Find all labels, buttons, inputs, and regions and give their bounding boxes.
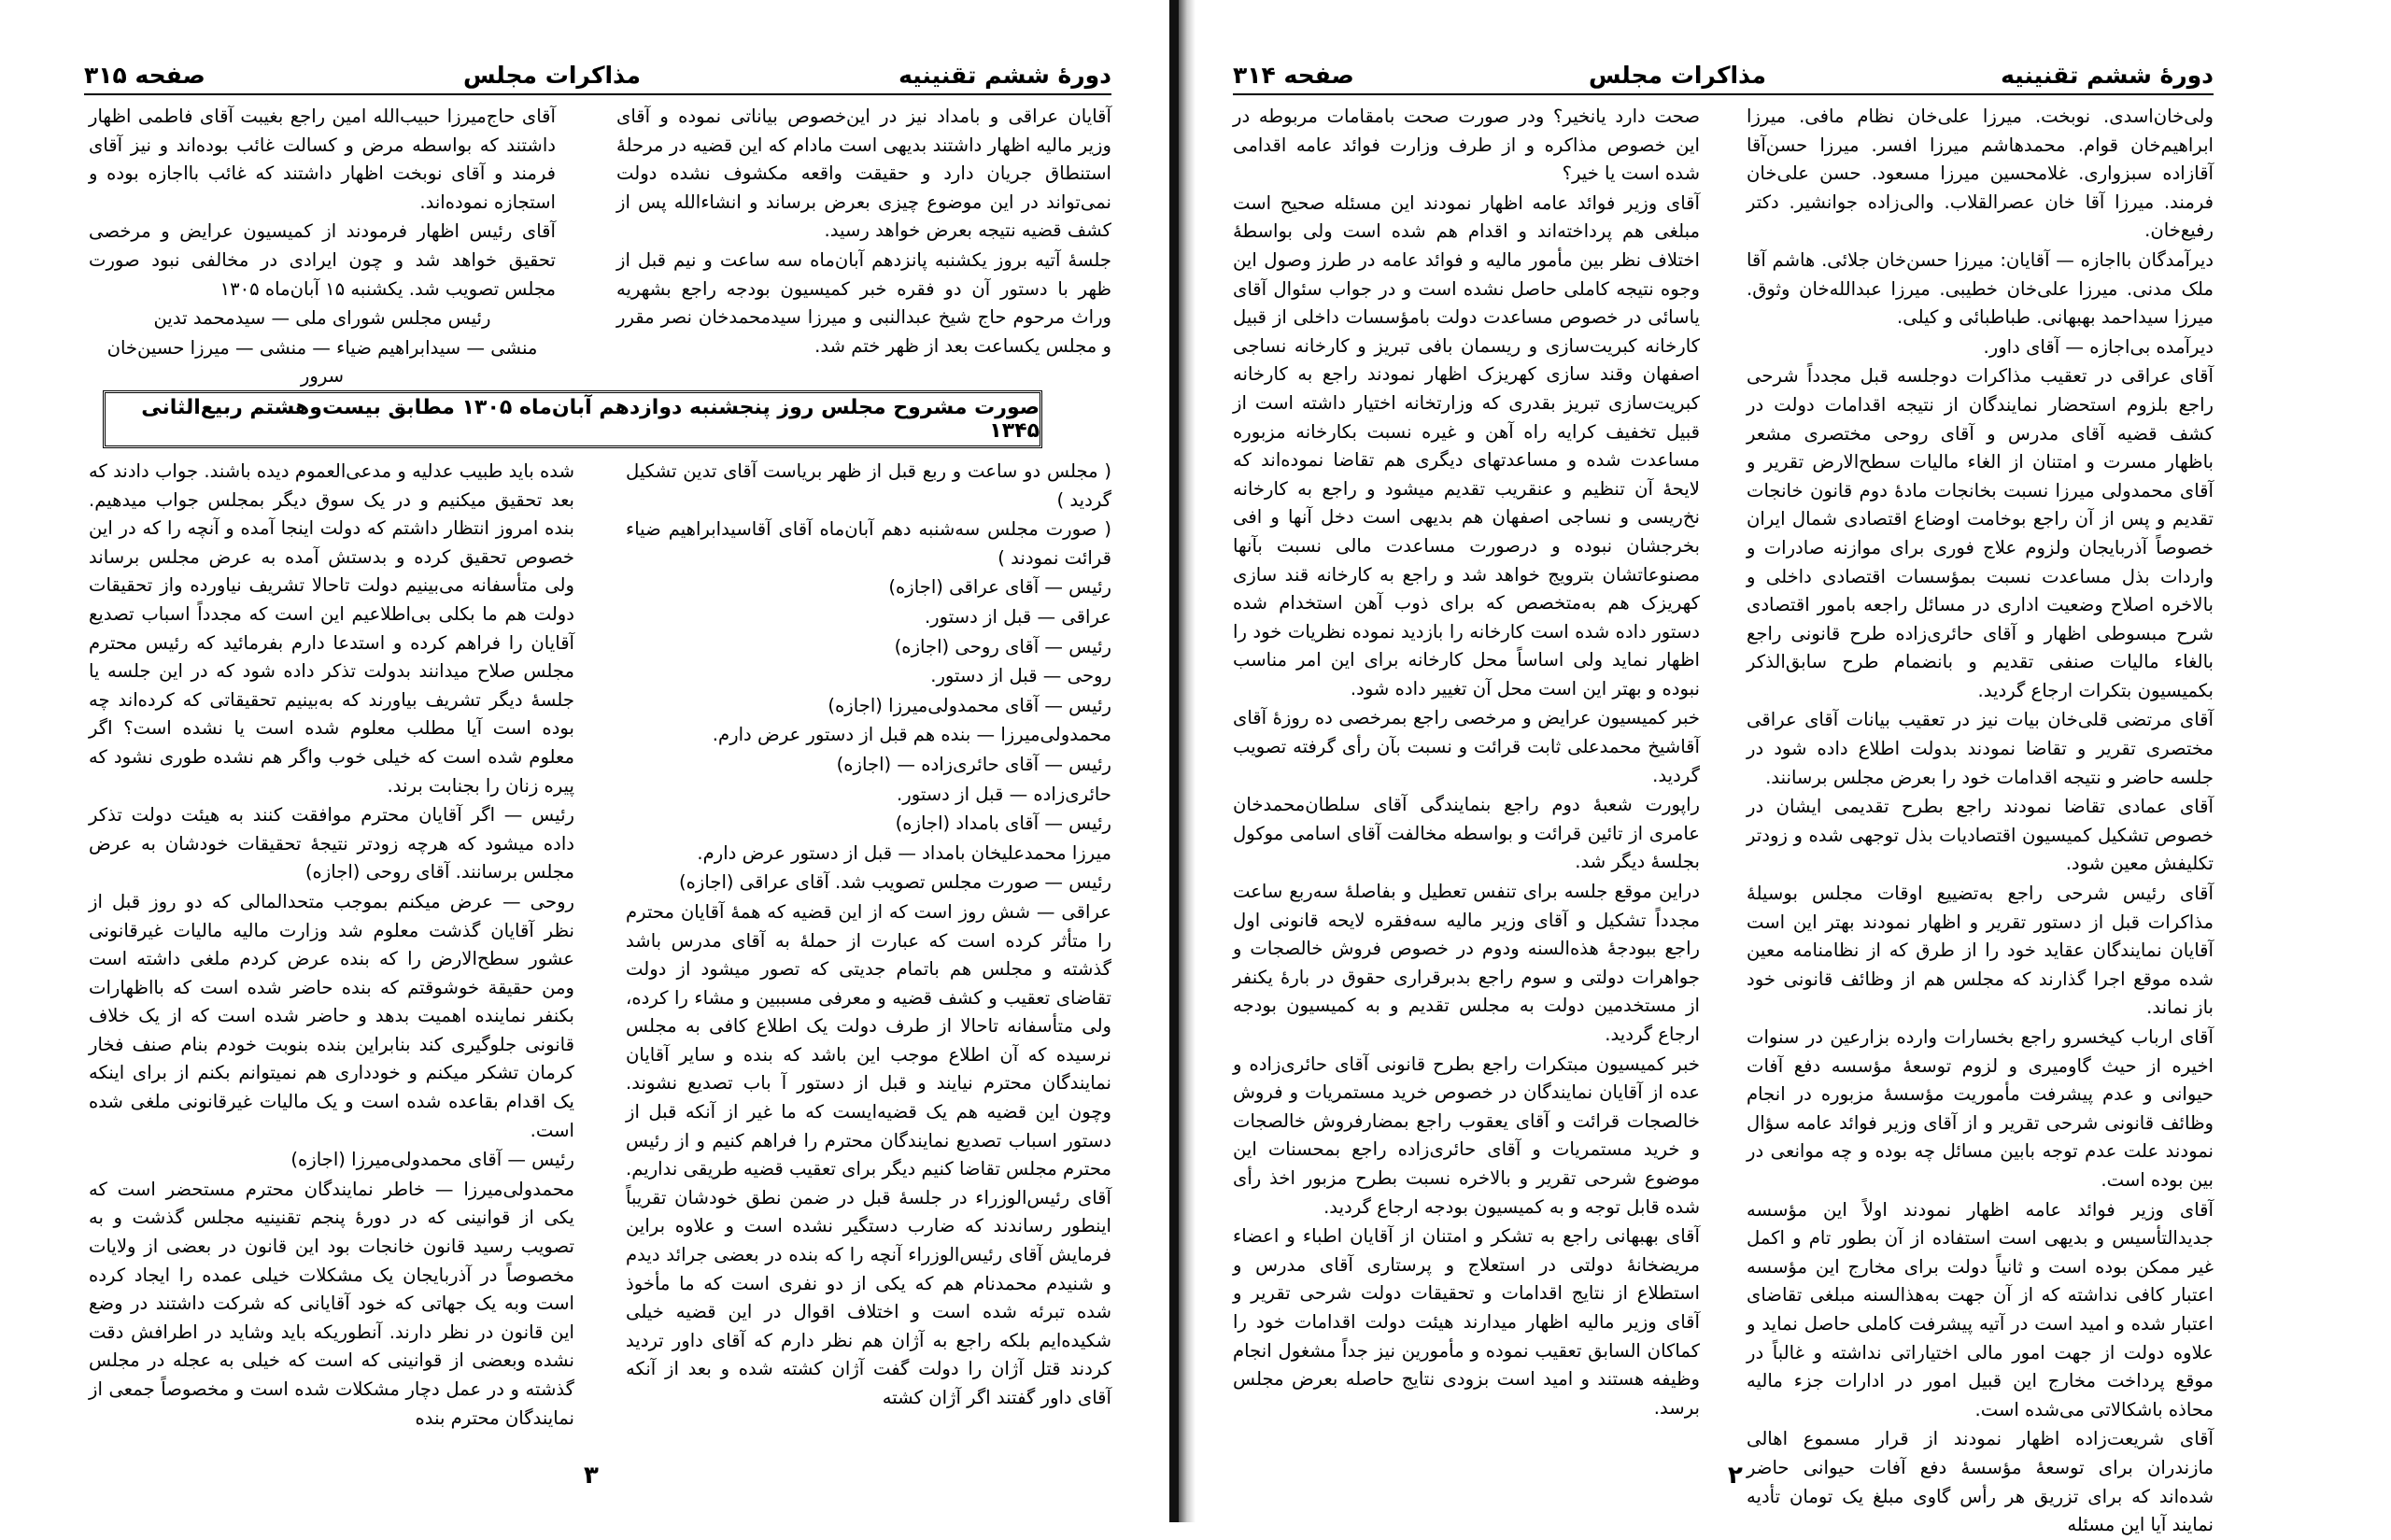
- paragraph: صحت دارد یانخیر؟ ودر صورت صحت بامقامات مربوطه در این خصوص مذاکره و از طرف وزارت فوائد عامه اقدامی شده است یا خیر؟: [1233, 106, 1700, 185]
- paragraph: رئیس — آقای محمدولی‌میرزا (اجازه): [290, 1149, 574, 1171]
- left-header-center: مذاکرات مجلس: [462, 61, 641, 89]
- left-bottom-right-column: [626, 458, 1111, 1448]
- paragraph: عراقی — قبل از دستور.: [924, 605, 1111, 628]
- left-bottom-left-column: [89, 458, 574, 1448]
- signature-line: منشی — سیدابراهیم ضیاء — منشی — میرزا حسین‌خان سرور: [106, 336, 538, 388]
- signature-line: رئیس مجلس شورای ملی — سیدمحمد تدین: [153, 307, 491, 330]
- paragraph: رئیس — آقای روحی (اجازه): [894, 635, 1111, 657]
- right-page-left-column: [1233, 103, 1700, 1457]
- left-header-page: صفحه ۳۱۵: [84, 61, 205, 89]
- paragraph: رئیس — آقای حائری‌زاده — (اجازه): [836, 753, 1111, 775]
- left-page: [0, 0, 1167, 1522]
- paragraph: آقای رئیس اظهار فرمودند از کمیسیون عرایض و مرخصی تحقیق خواهد شد و چون ایرادی در مخالفی نبود صورت مجلس تصویب شد. یکشنبه ۱۵ آبان‌ماه ۱۳۰۵: [89, 220, 556, 300]
- right-header-rule: [1233, 93, 2214, 95]
- paragraph: رئیس — آقای محمدولی‌میرزا (اجازه): [828, 694, 1111, 716]
- paragraph: آقای حاج‌میرزا حبیب‌الله امین راجع بغیبت آقای فاطمی اظهار داشتند که بواسطه مرض و کسالت غائب بوده‌اند و نیز آقای فرمند و آقای نوبخت اظهار داشتند که غائب بااجازه بوده و استجازه نموده‌اند.: [89, 106, 556, 213]
- right-header-page: صفحه ۳۱۴: [1233, 61, 1354, 89]
- paragraph: محمدولی‌میرزا — خاطر نمایندگان محترم مستحضر است که یکی از قوانینی که در دورهٔ پنجم تقنینیه مجلس گذشت و به تصویب رسید قانون خانجات بود این قانون در بعضی از ولایات مخصوصاً در آذربایجان یک مشکلات خیلی عمده را ایجاد کرده است وبه یک جهاتی که خود آقایانی که شرکت داشتند در وضع این قانون در نظر دارند. آنطوریکه باید وشاید در اطرافش دقت نشده وبعضی از قوانینی که است که خیلی به عجله در مجلس گذشته و در عمل دچار مشکلات شده است و مخصوصاً جمعی از نمایندگان محترم بنده: [89, 1178, 574, 1429]
- paragraph: ( صورت مجلس سه‌شنبه دهم آبان‌ماه آقای آقاسیدابراهیم ضیاء قرائت نمودند ): [626, 518, 1111, 569]
- paragraph: آقای رئیس شرحی راجع به‌تضییع اوقات مجلس بوسیلهٔ مذاکرات قبل از دستور تقریر و اظهار نمودند بهتر این است آقایان نمایندگان عقاید خود را از طرق که از نظامنامه معین شده موقع اجرا گذارند که مجلس هم از وظائف قانونی خود باز نماند.: [1747, 883, 2214, 1019]
- paragraph: عراقی — شش روز است که از این قضیه که همهٔ آقایان محترم را متأثر کرده است که عبارت از حملهٔ به آقای مدرس باشد گذشته و مجلس هم باتمام جدیتی که تصور میشود از دولت تقاضای تعقیب و کشف قضیه و معرفی مسببین و مشاء را کرده، ولی متأسفانه تاحالا از طرف دولت یک اطلاع کافی به مجلس نرسیده که آن اطلاع موجب این باشد که بنده و سایر آقایان نمایندگان محترم نیایند و قبل از دستور آ باب تصدیع نشوند. وچون این قضیه هم یک قضیه‌ایست که ما غیر از آنکه قبل از دستور اسباب تصدیع نمایندگان محترم را فراهم کنیم و از رئیس محترم مجلس تقاضا کنیم دیگر برای تعقیب قضیه طریقی نداریم. آقای رئیس‌الوزراء در جلسهٔ قبل در ضمن نطق خودشان تقریباً اینطور رساندند که ضارب دستگیر نشده است و علاوه براین فرمایش آقای رئیس‌الوزراء آنچه را که بنده در بعضی جرائد دیدم و شنیدم محمدنام هم که یکی از دو نفری است که ما مأخوذ شده تبرئه شده است و اختلاف اقوال در این قضیه خیلی شکیده‌ایم بلکه راجع به آژان هم نظر دارم که آقای داور تردید کردند قتل آژان را دولت گفت آژان کشته شده و بعد از آنکه آقای داور گفتند اگر آژان کشته: [626, 900, 1111, 1408]
- left-top-left-column: [89, 103, 556, 388]
- book-gutter-shadow: [1179, 0, 1196, 1522]
- paragraph: جلسهٔ آتیه بروز یکشنبه پانزدهم آبان‌ماه سه ساعت و نیم قبل از ظهر با دستور آن دو فقره خبر کمیسیون بودجه راجع بشهریه وراث مرحوم حاج شیخ عبدالنبی و میرزا سیدمحمدخان نصر مقرر و مجلس یکساعت بعد از ظهر ختم شد.: [616, 248, 1111, 357]
- paragraph: رئیس — اگر آقایان محترم موافقت کنند به هیئت دولت تذکر داده میشود که هرچه زودتر نتیجهٔ تحقیقات خودشان به عرض مجلس برسانند. آقای روحی (اجازه): [89, 804, 574, 883]
- right-header-title: دورهٔ ششم تقنینیه: [2001, 61, 2214, 89]
- left-header-title: دورهٔ ششم تقنینیه: [898, 61, 1111, 89]
- left-top-right-column: [616, 103, 1111, 383]
- paragraph: آقای شریعت‌زاده اظهار نمودند از قرار مسموع اهالی مازندران برای توسعهٔ مؤسسهٔ دفع آفات حیوانی حاضر شده‌اند که برای تزریق هر رأس گاوی مبلغ یک تومان تأدیه نمایند آیا این مسئله: [1747, 1428, 2214, 1536]
- session-banner-text: صورت مشروح مجلس روز پنجشنبه دوازدهم آبان‌ماه ۱۳۰۵ مطابق بیست‌وهشتم ربیع‌الثانی ۱۳۴۵: [141, 396, 1040, 443]
- paragraph: رئیس — صورت مجلس تصویب شد. آقای عراقی (اجازه): [679, 871, 1111, 894]
- right-page: [1196, 0, 2391, 1536]
- paragraph: آقای مرتضی قلی‌خان بیات نیز در تعقیب بیانات آقای عراقی مختصری تقریر و تقاضا نمودند بدولت اطلاع داده شود در جلسه حاضر و نتیجه اقدامات خود را بعرض مجلس برسانند.: [1747, 709, 2214, 788]
- paragraph: دراین موقع جلسه برای تنفس تعطیل و بفاصلهٔ سه‌ربع ساعت مجدداً تشکیل و آقای وزیر مالیه سه‌فقره لایحه قانونی اول راجع ببودجهٔ هذه‌السنه ودوم در خصوص فروش خالصجات و جواهرات دولتی و سوم راجع بدبرقراری حقوق در بارهٔ یکنفر از مستخدمین دولت به مجلس تقدیم و به کمیسیون بودجه ارجاع گردید.: [1233, 881, 1700, 1045]
- paragraph: محمدولی‌میرزا — بنده هم قبل از دستور عرض دارم.: [712, 724, 1111, 746]
- paragraph: آقای وزیر فوائد عامه اظهار نمودند اولاً این مؤسسه جدیدالتأسیس و بدیهی است استفاده از آن بطور تام و اکمل غیر ممکن بوده است و ثانیاً دولت برای مخارج این مؤسسه اعتبار کافی نداشته که از آن جهت به‌هذالسنه مبلغی تقاضای اعتبار شده و امید است در آتیه پیشرفت کاملی حاصل نماید و علاوه دولت از جهت امور مالی اختیاراتی نداشته و غالباً در موقع پرداخت مخارج این قبیل امور در ادارات جزء مالیه محاذه باشکالاتی می‌شده است.: [1747, 1198, 2214, 1420]
- paragraph: آقای عراقی در تعقیب مذاکرات دوجلسه قبل مجدداً شرحی راجع بلزوم استحضار نمایندگان از نتیجه اقدامات دولت در کشف قضیه آقای مدرس و آقای روحی مختصری مشعر باظهار مسرت و امتنان از الغاء مالیات سطح‌الارض تقریر و آقای محمدولی میرزا نسبت بخانجات مادهٔ دوم قانون خانجات تقدیم و پس از آن راجع بوخامت اوضاع اقتصادی شمال ایران خصوصاً آذربایجان ولزوم علاج فوری برای موازنه صادرات و واردات بذل مساعدت نسبت بمؤسسات اقتصادی داخلی و بالاخره اصلاح وضعیت اداری در مسائل راجعه بامور اقتصادی شرح مبسوطی اظهار و آقای حائری‌زاده طرح قانونی راجع بالغاء مالیات صنفی تقدیم و بانضمام طرح سابق‌الذکر بکمیسیون بتکرات ارجاع گردید.: [1747, 365, 2214, 701]
- left-page-number: ۳: [584, 1462, 599, 1490]
- paragraph: آقایان عراقی و بامداد نیز در این‌خصوص بیاناتی نموده و آقای وزیر مالیه اظهار داشتند بدیهی است مادام که این قضیه در مرحلهٔ استنطاق جریان دارد و حقیقت واقعه مکشوف نشده دولت نمی‌تواند در این موضوع چیزی بعرض برساند و انشاءالله پس از کشف قضیه نتیجه بعرض خواهد رسید.: [616, 106, 1111, 242]
- book-gutter: [1169, 0, 1179, 1522]
- right-header-center: مذاکرات مجلس: [1588, 61, 1766, 89]
- paragraph: حائری‌زاده — قبل از دستور.: [897, 783, 1111, 805]
- paragraph: ولی‌خان‌اسدی. نوبخت. میرزا علی‌خان نظام مافی. میرزا ابراهیم‌خان قوام. محمدهاشم میرزا افسر. میرزا حسن‌آقا آقازاده سبزواری. غلامحسین میرزا مسعود. حسن علی‌خان فرمند. میرزا آقا خان عصرالقلاب. والی‌زاده جوانشیر. دکتر رفیع‌خان.: [1747, 106, 2214, 242]
- right-page-header: [1233, 56, 2214, 93]
- paragraph: آقای عمادی تقاضا نمودند راجع بطرح تقدیمی ایشان در خصوص تشکیل کمیسیون اقتصادیات بذل توجهی شده و زودتر تکلیفش معین شود.: [1747, 796, 2214, 875]
- left-header-rule: [84, 93, 1111, 95]
- paragraph: آقای وزیر فوائد عامه اظهار نمودند این مسئله صحیح است مبلغی هم پرداخته‌اند و اقدام هم شده است ولی بواسطهٔ اختلاف نظر بین مأمور مالیه و فوائد عامه در طرز وصول این وجوه نتیجه کاملی حاصل نشده است و در جواب سئوال آقای یاسائی در خصوص مساعدت دولت بامؤسسات داخلی از قبیل کارخانه کبریت‌سازی و ریسمان بافی تبریز و کارخانه نساجی اصفهان وقند سازی کهریزک اظهار نمودند راجع به کارخانه کبریت‌سازی تبریز بقدری که وزارتخانه اختیار داشته است از قبیل تخفیف کرایه راه آهن و غیره نسبت بکارخانه مزبوره مساعدت شده و مساعدتهای دیگری هم تقاضا نموده‌اند که لایحهٔ آن تنظیم و عنقریب تقدیم میشود و راجع به کارخانه نخ‌ریسی و نساجی اصفهان هم بدیهی است دخل آنها و افی بخرجشان نبوده و درصورت مساعدت مالی نسبت بآنها مصنوعاتشان بترویج خواهد شد و راجع به کارخانه قند سازی کهریزک هم به‌متخصص که برای ذوب آهن استخدام شده دستور داده شده است کارخانه را بازدید نموده نظریات خود را اظهار نماید ولی اساساً محل کارخانه برای این امر مناسب نبوده و بهتر این است محل آن تغییر داده شود.: [1233, 191, 1700, 699]
- right-page-right-column: [1747, 103, 2214, 1536]
- right-page-number: ۲: [1728, 1462, 1743, 1490]
- paragraph: شده باید طبیب عدلیه و مدعی‌العموم دیده باشند. جواب دادند که بعد تحقیق میکنیم و در یک سوق دیگر بمجلس جواب میدهیم. بنده امروز انتظار داشتم که دولت اینجا آمده و آنچه را که در این خصوص تحقیق کرده و بدستش آمده به عرض مجلس برساند ولی متأسفانه می‌بینیم دولت تاحالا تشریف نیاورده واز تحقیقات دولت هم ما بکلی بی‌اطلاعیم این است که مجدداً اسباب تصدیع آقایان را فراهم کرده و استدعا دارم بفرمائید که رئیس محترم مجلس صلاح میدانند بدولت تذکر داده شود که در این جلسه یا جلسهٔ دیگر تشریف بیاورند که به‌بینیم تحقیقاتی که کرده‌اند چه بوده است آیا مطلب معلوم شده است یا نشده است؟ اگر معلوم شده است که خیلی خوب واگر هم نشده طوری نشود که پیره زنان را بجنابت برند.: [89, 460, 574, 797]
- paragraph: روحی — عرض میکنم بموجب متحدالمالی که دو روز قبل از نظر آقایان گذشت معلوم شد وزارت مالیه مالیات غیرقانونی عشور سطح‌الارض را که بنده عرض کردم ملغی داشته است ومن حقیقة خوشوقتم که بنده حاضر شده است که بااظهارات بکنفر نماینده اهمیت بدهد و حاضر شده است که از یک خلاف قانونی جلوگیری کند بنابراین بنده بنوبت خودم بنام صنف فخار کرمان تشکر میکنم و خودداری هم نمیتوانم بکنم از برای اینکه یک اقدام بقاعده شده است و یک مالیات غیرقانونی ملغی شده است.: [89, 890, 574, 1141]
- paragraph: خبر کمیسیون عرایض و مرخصی راجع بمرخصی ده روزهٔ آقای آقاشیخ محمدعلی ثابت قرائت و نسبت بآن رأی گرفته تصویب گردید.: [1233, 707, 1700, 786]
- paragraph: روحی — قبل از دستور.: [930, 665, 1111, 687]
- paragraph: راپورت شعبهٔ دوم راجع بنمایندگی آقای سلطان‌محمدخان عامری از تائین قرائت و بواسطه مخالفت آقای اسامی موکول بجلسهٔ دیگر شد.: [1233, 794, 1700, 873]
- paragraph: آقای بهبهانی راجع به تشکر و امتنان از آقایان اطباء و اعضاء مریضخانهٔ دولتی در استعلاج و پرستاری آقای مدرس و استطلاع از نتایج اقدامات و تحقیقات دولت شرحی تقریر و آقای وزیر مالیه اظهار میدارند هیئت دولت اقدامات خود را کماکان السابق تعقیب نموده و مأمورین نیز جداً مشغول انجام وظیفه هستند و امید است بزودی نتایج حاصله بعرض مجلس برسد.: [1233, 1225, 1700, 1419]
- paragraph: رئیس — آقای عراقی (اجازه): [888, 576, 1111, 599]
- paragraph: رئیس — آقای بامداد (اجازه): [895, 812, 1111, 835]
- paragraph: خبر کمیسیون مبتکرات راجع بطرح قانونی آقای حائری‌زاده و عده از آقایان نمایندگان در خصوص خرید مستمریات و فروش خالصجات قرائت و آقای یعقوب راجع بمضارفروش خالصجات و خرید مستمریات و آقای حائری‌زاده راجع بمحسنات این موضوع شرحی تقریر و بالاخره نسبت بطرح مزبور اخذ رأی شده قابل توجه و به کمیسیون بودجه ارجاع گردید.: [1233, 1053, 1700, 1218]
- paragraph: آقای ارباب کیخسرو راجع بخسارات وارده بزارعین در سنوات اخیره از حیث گاومیری و لزوم توسعهٔ مؤسسه دفع آفات حیوانی و عدم پیشرفت مأموریت مؤسسهٔ مزبوره در انجام وظائف قانونی شرحی تقریر و از آقای وزیر فوائد عامه سؤال نمودند علت عدم توجه بابین مسائل چه بوده و چه موانعی در بین بوده است.: [1747, 1026, 2214, 1191]
- paragraph: دیرآمدگان بااجازه — آقایان: میرزا حسن‌خان جلائی. هاشم آقا ملک مدنی. میرزا علی‌خان خطیبی. میرزا عبدالله‌خان وثوق. میرزا سیداحمد بهبهانی. طباطبائی و کیلی.: [1747, 248, 2214, 329]
- left-page-header: [84, 56, 1111, 93]
- paragraph: ( مجلس دو ساعت و ربع قبل از ظهر بریاست آقای تدین تشکیل گردید ): [626, 460, 1111, 511]
- paragraph: میرزا محمدعلیخان بامداد — قبل از دستور عرض دارم.: [697, 841, 1111, 864]
- paragraph: دیرآمده بی‌اجازه — آقای داور.: [1983, 335, 2214, 358]
- session-banner: [103, 390, 1042, 448]
